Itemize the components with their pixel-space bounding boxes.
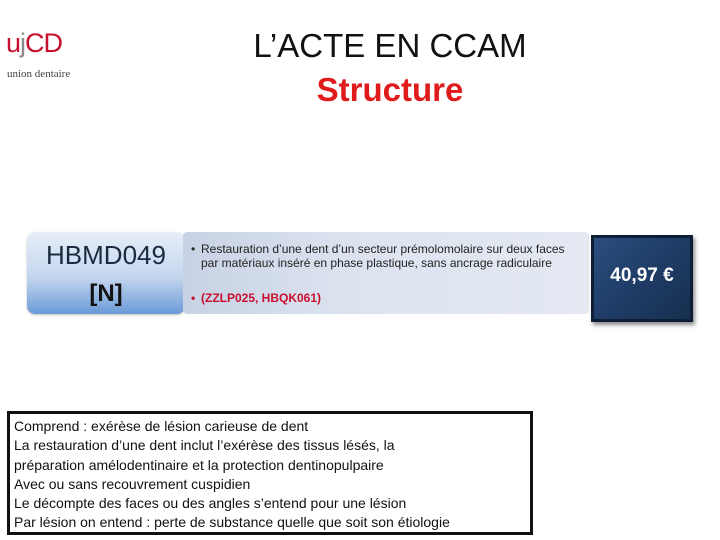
page-subtitle: Structure — [316, 71, 464, 108]
comprend-line: Le décompte des faces ou des angles s’entend pour une lésion — [14, 495, 407, 512]
associated-codes: (ZZLP025, HBQK061) — [201, 291, 322, 305]
logo-mark-cd: CD — [25, 28, 63, 58]
comprend-line: Par lésion on entend : perte de substance quelle que soit son étiologie — [14, 514, 450, 531]
comprend-line: La restauration d’une dent inclut l’exérèse des tissus lésés, la — [14, 437, 395, 454]
ufsbd-logo — [6, 26, 86, 86]
logo-mark-u: u — [6, 28, 21, 58]
comprend-box — [7, 411, 533, 535]
bullet-icon: • — [191, 242, 196, 256]
act-code-modifier: [N] — [89, 280, 123, 307]
act-code-box — [27, 232, 185, 314]
description-item — [191, 291, 583, 305]
comprend-line: Comprend : exérèse de lésion carieuse de dent — [14, 418, 309, 434]
comprend-line: préparation amélodentinaire et la protection dentinopulpaire — [14, 456, 384, 473]
price-box — [591, 235, 693, 322]
comprend-line: Avec ou sans recouvrement cuspidien — [14, 475, 251, 492]
act-code: HBMD049 — [46, 240, 166, 270]
logo-mark-j: j — [20, 28, 26, 58]
act-price: 40,97 € — [610, 265, 674, 286]
bullet-icon: • — [191, 291, 196, 305]
page-title: L’ACTE EN CCAM — [253, 27, 527, 64]
description-item — [191, 242, 583, 270]
logo-mark — [6, 26, 62, 60]
description-text: Restauration d’une dent d’un secteur prémolomolaire sur deux faces par matériaux inséré en phase plastique, sans ancrage radiculaire — [201, 242, 565, 270]
logo-text: union dentaire — [7, 68, 71, 80]
act-description-box — [183, 232, 589, 314]
